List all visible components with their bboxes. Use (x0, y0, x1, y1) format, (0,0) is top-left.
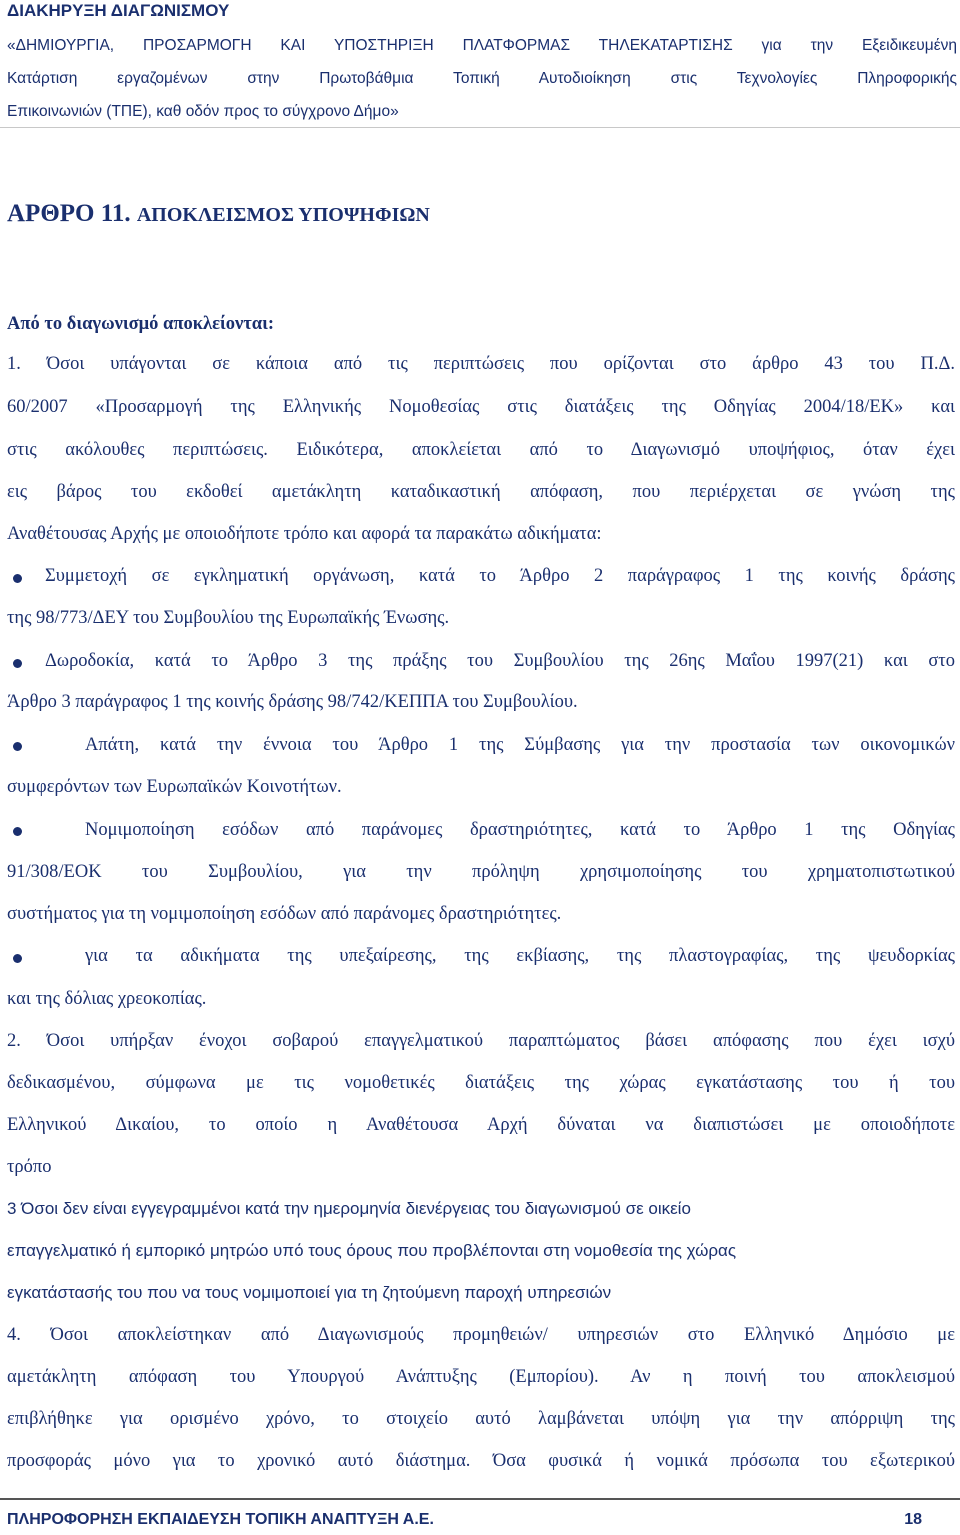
body-line: εγκατάστασής του που να τους νομιμοποιεί για τη ζητούμενη παροχή υπηρεσιών (7, 1283, 612, 1302)
bullet-item-line: Συμμετοχή σε εγκληματική οργάνωση, κατά το Άρθρο 2 παράγραφος 1 της κοινής δράσης (45, 566, 955, 586)
article-number: ΑΡΘΡΟ 11. (7, 200, 131, 227)
body-line: δεδικασμένου, σύμφωνα με τις νομοθετικές διατάξεις της χώρας εγκατάστασης του ή του (7, 1073, 955, 1093)
bullet-icon (13, 954, 22, 963)
bullet-item-line: και της δόλιας χρεοκοπίας. (7, 989, 207, 1009)
article-subtitle: ΑΠΟΚΛΕΙΣΜΟΣ ΥΠΟΨΗΦΙΩΝ (136, 204, 430, 226)
intro-line: Από το διαγωνισμό αποκλείονται: (7, 314, 275, 334)
body-line: προσφοράς μόνο για το χρονικό αυτό διάστημα. Όσα φυσικά ή νομικά πρόσωπα του εξωτερικού (7, 1451, 955, 1471)
body-line: εις βάρος του εκδοθεί αμετάκλητη καταδικαστική απόφαση, που περιέρχεται σε γνώση της (7, 482, 955, 502)
article-heading (7, 200, 430, 228)
header-project-line-1: «ΔΗΜΙΟΥΡΓΙΑ, ΠΡΟΣΑΡΜΟΓΗ ΚΑΙ ΥΠΟΣΤΗΡΙΞΗ ΠΛΑΤΦΟΡΜΑΣ ΤΗΛΕΚΑΤΑΡΤΙΣΗΣ για την Εξειδικευμένη (7, 37, 957, 54)
page-number: 18 (904, 1511, 922, 1528)
body-line: 60/2007 «Προσαρμογή της Ελληνικής Νομοθεσίας στις διατάξεις της Οδηγίας 2004/18/ΕΚ» και (7, 397, 955, 417)
bullet-icon (13, 742, 22, 751)
bullet-item-line: της 98/773/ΔΕΥ του Συμβουλίου της Ευρωπαϊκής Ένωσης. (7, 608, 450, 628)
body-line: Ελληνικού Δικαίου, το οποίο η Αναθέτουσα Αρχή δύναται να διαπιστώσει με οποιοδήποτε (7, 1115, 955, 1135)
bullet-item-line: συστήματος για τη νομιμοποίηση εσόδων από παράνομες δραστηριότητες. (7, 904, 562, 924)
header-title: ΔΙΑΚΗΡΥΞΗ ΔΙΑΓΩΝΙΣΜΟΥ (7, 1, 230, 20)
body-line: 2. Όσοι υπήρξαν ένοχοι σοβαρού επαγγελματικού παραπτώματος βάσει απόφασης που έχει ισχύ (7, 1031, 955, 1051)
body-line: αμετάκλητη απόφαση του Υπουργού Ανάπτυξης (Εμπορίου). Αν η ποινή του αποκλεισμού (7, 1367, 955, 1387)
bullet-item-line: Δωροδοκία, κατά το Άρθρο 3 της πράξης του Συμβουλίου της 26ης Μαΐου 1997(21) και στο (45, 651, 955, 671)
body-line: 1. Όσοι υπάγονται σε κάποια από τις περιπτώσεις που ορίζονται στο άρθρο 43 του Π.Δ. (7, 354, 955, 374)
document-header (7, 0, 957, 128)
body-line: Αναθέτουσας Αρχής με οποιοδήποτε τρόπο και αφορά τα παρακάτω αδικήματα: (7, 524, 602, 544)
body-line: τρόπο (7, 1157, 52, 1177)
page-footer (7, 1511, 922, 1529)
bullet-item-line: Απάτη, κατά την έννοια του Άρθρο 1 της Σύμβασης για την προστασία των οικονομικών (85, 735, 955, 755)
body-line: στις ακόλουθες περιπτώσεις. Ειδικότερα, αποκλείεται από το Διαγωνισμό υποψήφιος, όταν έχει (7, 440, 955, 460)
bullet-icon (13, 574, 22, 583)
header-divider (0, 127, 960, 128)
bullet-icon (13, 827, 22, 836)
body-line: επιβλήθηκε για ορισμένο χρόνο, το στοιχείο αυτό λαμβάνεται υπόψη για την απόρριψη της (7, 1409, 955, 1429)
footer-company: ΠΛΗΡΟΦΟΡΗΣΗ ΕΚΠΑΙΔΕΥΣΗ ΤΟΠΙΚΗ ΑΝΑΠΤΥΞΗ Α.Ε. (7, 1511, 434, 1528)
body-line: επαγγελματικό ή εμπορικό μητρώο υπό τους όρους που προβλέπονται στη νομοθεσία της χώρας (7, 1241, 737, 1260)
bullet-item-line: Νομιμοποίηση εσόδων από παράνομες δραστηριότητες, κατά το Άρθρο 1 της Οδηγίας (85, 820, 955, 840)
body-line: 3 Όσοι δεν είναι εγγεγραμμένοι κατά την ημερομηνία διενέργειας του διαγωνισμού σε οικείο (7, 1199, 691, 1218)
header-project-line-3: Επικοινωνιών (ΤΠΕ), καθ οδόν προς το σύγχρονο Δήμο» (7, 103, 399, 120)
bullet-item-line: για τα αδικήματα της υπεξαίρεσης, της εκβίασης, της πλαστογραφίας, της ψευδορκίας (85, 946, 955, 966)
footer-divider (0, 1498, 960, 1500)
header-project-line-2: Κατάρτιση εργαζομένων στην Πρωτοβάθμια Τοπική Αυτοδιοίκηση στις Τεχνολογίες Πληροφορικής (7, 70, 957, 87)
body-line: 4. Όσοι αποκλείστηκαν από Διαγωνισμούς προμηθειών/ υπηρεσιών στο Ελληνικό Δημόσιο με (7, 1325, 955, 1345)
bullet-item-line: Άρθρο 3 παράγραφος 1 της κοινής δράσης 98/742/ΚΕΠΠΑ του Συμβουλίου. (7, 692, 578, 712)
bullet-item-line: συμφερόντων των Ευρωπαϊκών Κοινοτήτων. (7, 777, 342, 797)
bullet-item-line: 91/308/ΕΟΚ του Συμβουλίου, για την πρόληψη χρησιμοποίησης του χρηματοπιστωτικού (7, 862, 955, 882)
bullet-icon (13, 659, 22, 668)
